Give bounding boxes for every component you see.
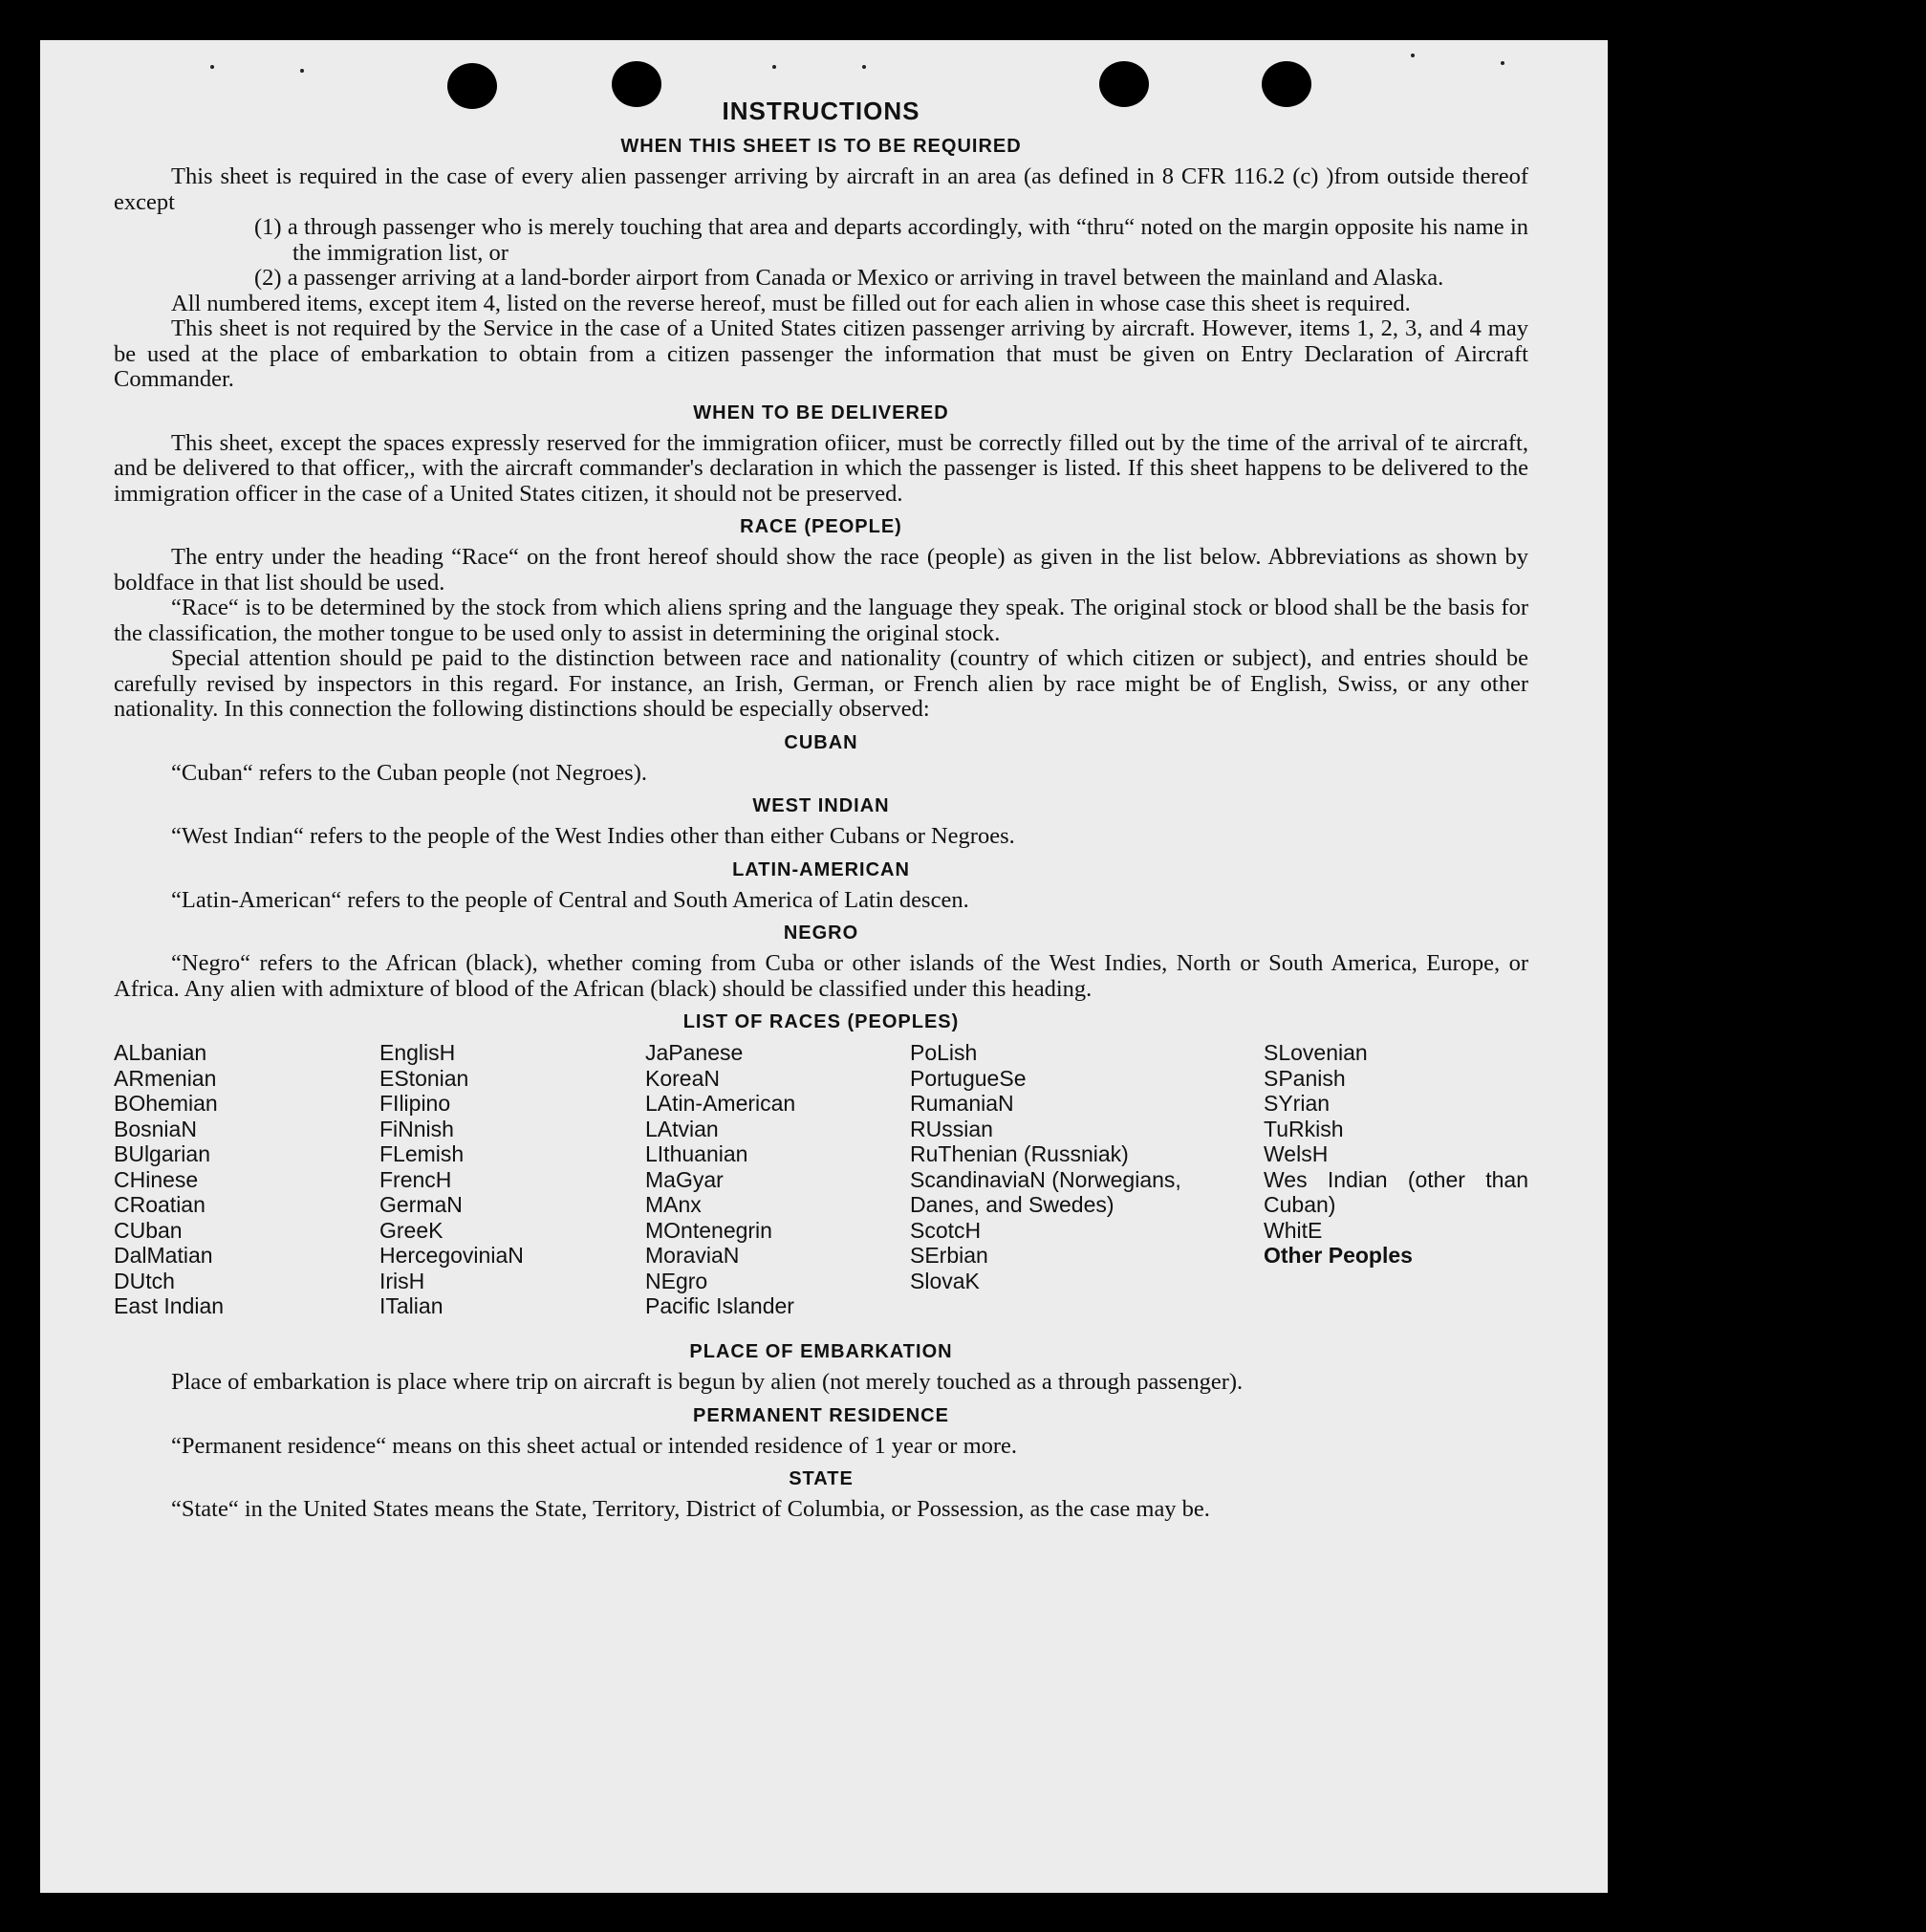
race-item: LIthuanian [645, 1141, 748, 1166]
race-item: MoraviaN [645, 1243, 740, 1268]
race-item: HercegoviniaN [379, 1243, 524, 1268]
paragraph: All numbered items, except item 4, listed on the reverse hereof, must be filled out for each alien in whose case this sheet is required. [171, 290, 1411, 316]
race-item: JaPanese [645, 1040, 744, 1065]
page-title: INSTRUCTIONS [722, 97, 920, 125]
speck [1501, 61, 1504, 65]
list-item: (1) a through passenger who is merely touching that area and departs accordingly, with “thru“ noted on the margin opposite his name in the immigration list, or [254, 214, 1528, 266]
race-item: FIlipino [379, 1091, 451, 1116]
race-item: SYrian [1264, 1091, 1331, 1116]
race-item: PortugueSe [910, 1065, 1027, 1091]
speck [862, 65, 866, 69]
race-item: FLemish [379, 1141, 465, 1166]
paragraph: This sheet is required in the case of every alien passenger arriving by aircraft in an area (as defined in 8 CFR 116.2 (c) )from outside thereof except [114, 163, 1528, 215]
race-item: RuThenian (Russniak) [910, 1141, 1129, 1166]
list-item: (2) a passenger arriving at a land-border airport from Canada or Mexico or arriving in travel between the mainland and Alaska. [254, 265, 1444, 291]
paragraph: “West Indian“ refers to the people of the West Indies other than either Cubans or Negroes. [171, 823, 1015, 849]
race-item: ALbanian [114, 1040, 207, 1065]
paragraph: This sheet is not required by the Service in the case of a United States citizen passenger arriving by aircraft. However, items 1, 2, 3, and 4 may be used at the place of embarkation to obtain from a citizen passenger the information that must be given on Entry Declaration of Aircraft Commander. [114, 315, 1528, 392]
race-item: PoLish [910, 1040, 978, 1065]
race-item: LAtvian [645, 1116, 719, 1141]
sheet-content [114, 96, 1528, 1523]
race-item: IrisH [379, 1268, 425, 1293]
race-item: ARmenian [114, 1065, 217, 1091]
race-item: ScotcH [910, 1217, 982, 1243]
race-item: KoreaN [645, 1065, 720, 1091]
race-item: DUtch [114, 1268, 175, 1293]
paragraph: This sheet, except the spaces expressly reserved for the immigration ofiicer, must be correctly filled out by the time of the arrival of te aircraft, and be delivered to that officer,, with the aircraft commander's declaration in which the passenger is listed. If this sheet happens to be delivered to the immigration officer in the case of a United States citizen, it should not be preserved. [114, 429, 1528, 507]
speck [210, 65, 214, 69]
race-item: Wes Indian (other than Cuban) [1264, 1166, 1528, 1217]
races-column [910, 1040, 1197, 1293]
speck [772, 65, 776, 69]
race-item: DalMatian [114, 1243, 213, 1268]
section-heading: LIST OF RACES (PEOPLES) [682, 1011, 960, 1032]
race-item: Pacific Islander [645, 1293, 794, 1318]
race-item: SPanish [1264, 1065, 1346, 1091]
races-column [645, 1040, 795, 1319]
paragraph: “Permanent residence“ means on this sheet actual or intended residence of 1 year or more. [171, 1432, 1018, 1459]
paragraph: “Negro“ refers to the African (black), whether coming from Cuba or other islands of the West Indies, North or South America, Europe, or Africa. Any alien with admixture of blood of the African (black) should be classified under this heading. [114, 950, 1528, 1002]
race-item: RumaniaN [910, 1091, 1014, 1116]
race-item: MAnx [645, 1192, 702, 1217]
races-column [1264, 1040, 1528, 1269]
section-heading: LATIN-AMERICAN [732, 858, 910, 880]
section-heading: STATE [789, 1468, 854, 1489]
race-item: FiNnish [379, 1116, 454, 1141]
races-column [114, 1040, 224, 1319]
race-item: MOntenegrin [645, 1217, 772, 1243]
race-item: MaGyar [645, 1166, 724, 1192]
race-item: FrencH [379, 1166, 452, 1192]
race-item: SLovenian [1264, 1040, 1368, 1065]
race-item: GermaN [379, 1192, 463, 1217]
race-item: SErbian [910, 1243, 988, 1268]
race-item: WelsH [1264, 1141, 1329, 1166]
race-item: RUssian [910, 1116, 993, 1141]
race-item: TuRkish [1264, 1116, 1344, 1141]
race-item: CHinese [114, 1166, 199, 1192]
paragraph: “Race“ is to be determined by the stock from which aliens spring and the language they speak. The original stock or blood shall be the basis for the classification, the mother tongue to be used only to assist in determining the original stock. [114, 595, 1528, 646]
paragraph: “Latin-American“ refers to the people of Central and South America of Latin descen. [171, 886, 969, 913]
race-item: SlovaK [910, 1268, 980, 1293]
race-item: LAtin-American [645, 1091, 796, 1116]
race-item: GreeK [379, 1217, 444, 1243]
section-heading: WHEN TO BE DELIVERED [693, 402, 949, 423]
race-item: NEgro [645, 1268, 708, 1293]
race-item: BUlgarian [114, 1141, 210, 1166]
race-item: CRoatian [114, 1192, 206, 1217]
section-heading: WHEN THIS SHEET IS TO BE REQUIRED [620, 136, 1022, 157]
paragraph: “State“ in the United States means the State, Territory, District of Columbia, or Possession, as the case may be. [171, 1496, 1210, 1522]
speck [1411, 54, 1415, 57]
speck [300, 69, 304, 73]
race-item: EStonian [379, 1065, 469, 1091]
section-heading: NEGRO [783, 923, 859, 944]
race-item: ITalian [379, 1293, 444, 1318]
race-item: BosniaN [114, 1116, 197, 1141]
races-column [379, 1040, 524, 1319]
section-heading: PLACE OF EMBARKATION [689, 1341, 953, 1362]
race-item: East Indian [114, 1293, 225, 1318]
section-heading: WEST INDIAN [752, 795, 890, 816]
section-heading: RACE (PEOPLE) [740, 516, 902, 537]
race-item: EnglisH [379, 1040, 456, 1065]
section-heading: PERMANENT RESIDENCE [693, 1404, 949, 1426]
paragraph: Place of embarkation is place where trip on aircraft is begun by alien (not merely touched as a through passenger). [171, 1369, 1244, 1395]
section-heading: CUBAN [784, 731, 858, 753]
race-item: BOhemian [114, 1091, 218, 1116]
instruction-sheet [40, 40, 1608, 1893]
races-list [114, 1040, 1528, 1332]
paragraph: “Cuban“ refers to the Cuban people (not Negroes). [171, 759, 647, 786]
race-item: Other Peoples [1264, 1243, 1413, 1268]
paragraph: The entry under the heading “Race“ on the front hereof should show the race (people) as given in the list below. Abbreviations as shown by boldface in that list should be used. [114, 544, 1528, 596]
paragraph: Special attention should pe paid to the distinction between race and nationality (country of which citizen or subject), and entries should be carefully revised by inspectors in this regard. For instance, an Irish, German, or French alien by race might be of English, Swiss, or any other nationality. In this connection the following distinctions should be especially observed: [114, 645, 1528, 722]
race-item: WhitE [1264, 1217, 1323, 1243]
race-item: ScandinaviaN (Norwegians, Danes, and Swedes) [910, 1166, 1181, 1217]
race-item: CUban [114, 1217, 183, 1243]
